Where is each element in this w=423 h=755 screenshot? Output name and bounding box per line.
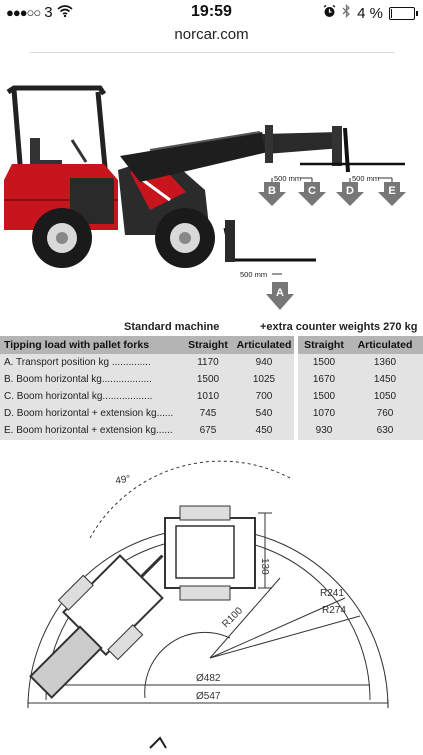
turning-radius-diagram: [0, 448, 423, 750]
row-articulated-extra: 760: [376, 408, 394, 419]
row-label: E. Boom horizontal + extension kg......: [4, 425, 173, 436]
bluetooth-icon: [342, 4, 351, 22]
header-articulated: Articulated: [236, 339, 292, 351]
row-label: B. Boom horizontal kg..................: [4, 374, 152, 385]
row-articulated-extra: 630: [376, 425, 394, 436]
row-articulated-extra: 1450: [373, 374, 397, 385]
row-straight-extra: 1500: [312, 357, 336, 368]
caption-extra-weights: +extra counter weights 270 kg: [260, 321, 418, 333]
row-straight-extra: 1070: [312, 408, 336, 419]
status-right: [323, 4, 415, 22]
dim-label-a: 500 mm: [240, 270, 268, 279]
caption-standard-machine: Standard machine: [124, 321, 220, 333]
row-articulated: 1025: [252, 374, 276, 385]
row-label: D. Boom horizontal + extension kg......: [4, 408, 174, 419]
table-row-extra: [298, 405, 423, 422]
table-extra: [298, 336, 423, 440]
row-articulated-extra: 1050: [373, 391, 397, 402]
row-articulated: 450: [255, 425, 273, 436]
width-label: 130: [259, 558, 270, 575]
carrier-name: 3: [44, 4, 53, 21]
status-time: 19:59: [191, 3, 232, 20]
table-row: [0, 405, 294, 422]
row-articulated-extra: 1360: [373, 357, 397, 368]
battery-percent: 4 %: [357, 4, 383, 22]
tipping-load-table: [0, 336, 423, 440]
row-straight-extra: 1670: [312, 374, 336, 385]
table-row-extra: [298, 371, 423, 388]
header-articulated-extra: Articulated: [357, 339, 413, 351]
row-straight: 675: [199, 425, 217, 436]
table-row: [0, 388, 294, 405]
row-articulated: 940: [255, 357, 273, 368]
angle-label: 49°: [114, 473, 132, 487]
page-divider: [30, 52, 395, 53]
row-straight-extra: 930: [315, 425, 333, 436]
status-bar: [0, 0, 423, 26]
r100-label: R100: [220, 605, 246, 631]
point-label-a: A: [276, 287, 284, 299]
row-straight: 1170: [197, 357, 219, 368]
row-label: C. Boom horizontal kg..................: [4, 391, 153, 402]
signal-strength: ●●●○○: [6, 5, 41, 20]
header-straight: Straight: [188, 339, 228, 351]
r241-label: R241: [320, 588, 344, 599]
dim-label-de: 500 mm: [352, 174, 380, 183]
r274-label: R274: [322, 605, 346, 616]
d482-label: Ø482: [196, 673, 221, 684]
point-label-c: C: [308, 185, 316, 197]
point-label-e: E: [388, 185, 396, 197]
loader-drawing: [0, 60, 423, 322]
d547-label: Ø547: [196, 691, 221, 702]
dim-label-bc: 500 mm: [274, 174, 302, 183]
table-row-extra: [298, 354, 423, 371]
table-row-extra: [298, 388, 423, 405]
row-straight: 1500: [196, 374, 220, 385]
url-bar[interactable]: norcar.com: [174, 26, 249, 43]
table-header: [0, 336, 294, 354]
table-row: [0, 422, 294, 439]
table-header-extra: [298, 336, 423, 354]
row-straight-extra: 1500: [312, 391, 336, 402]
row-straight: 745: [199, 408, 217, 419]
row-articulated: 700: [255, 391, 273, 402]
point-label-b: B: [268, 185, 276, 197]
table-row-extra: [298, 422, 423, 439]
machine-illustration: [0, 60, 423, 335]
point-label-d: D: [346, 185, 354, 197]
table-row: [0, 371, 294, 388]
header-label: Tipping load with pallet forks: [4, 339, 150, 351]
header-straight-extra: Straight: [304, 339, 344, 351]
battery-level: [391, 9, 392, 18]
turning-drawing: [0, 448, 423, 750]
row-articulated: 540: [255, 408, 273, 419]
row-label: A. Transport position kg ..............: [4, 357, 151, 368]
alarm-icon: [323, 5, 336, 22]
row-straight: 1010: [196, 391, 220, 402]
table-row: [0, 354, 294, 371]
table-standard: [0, 336, 294, 440]
battery-icon: [389, 7, 415, 20]
